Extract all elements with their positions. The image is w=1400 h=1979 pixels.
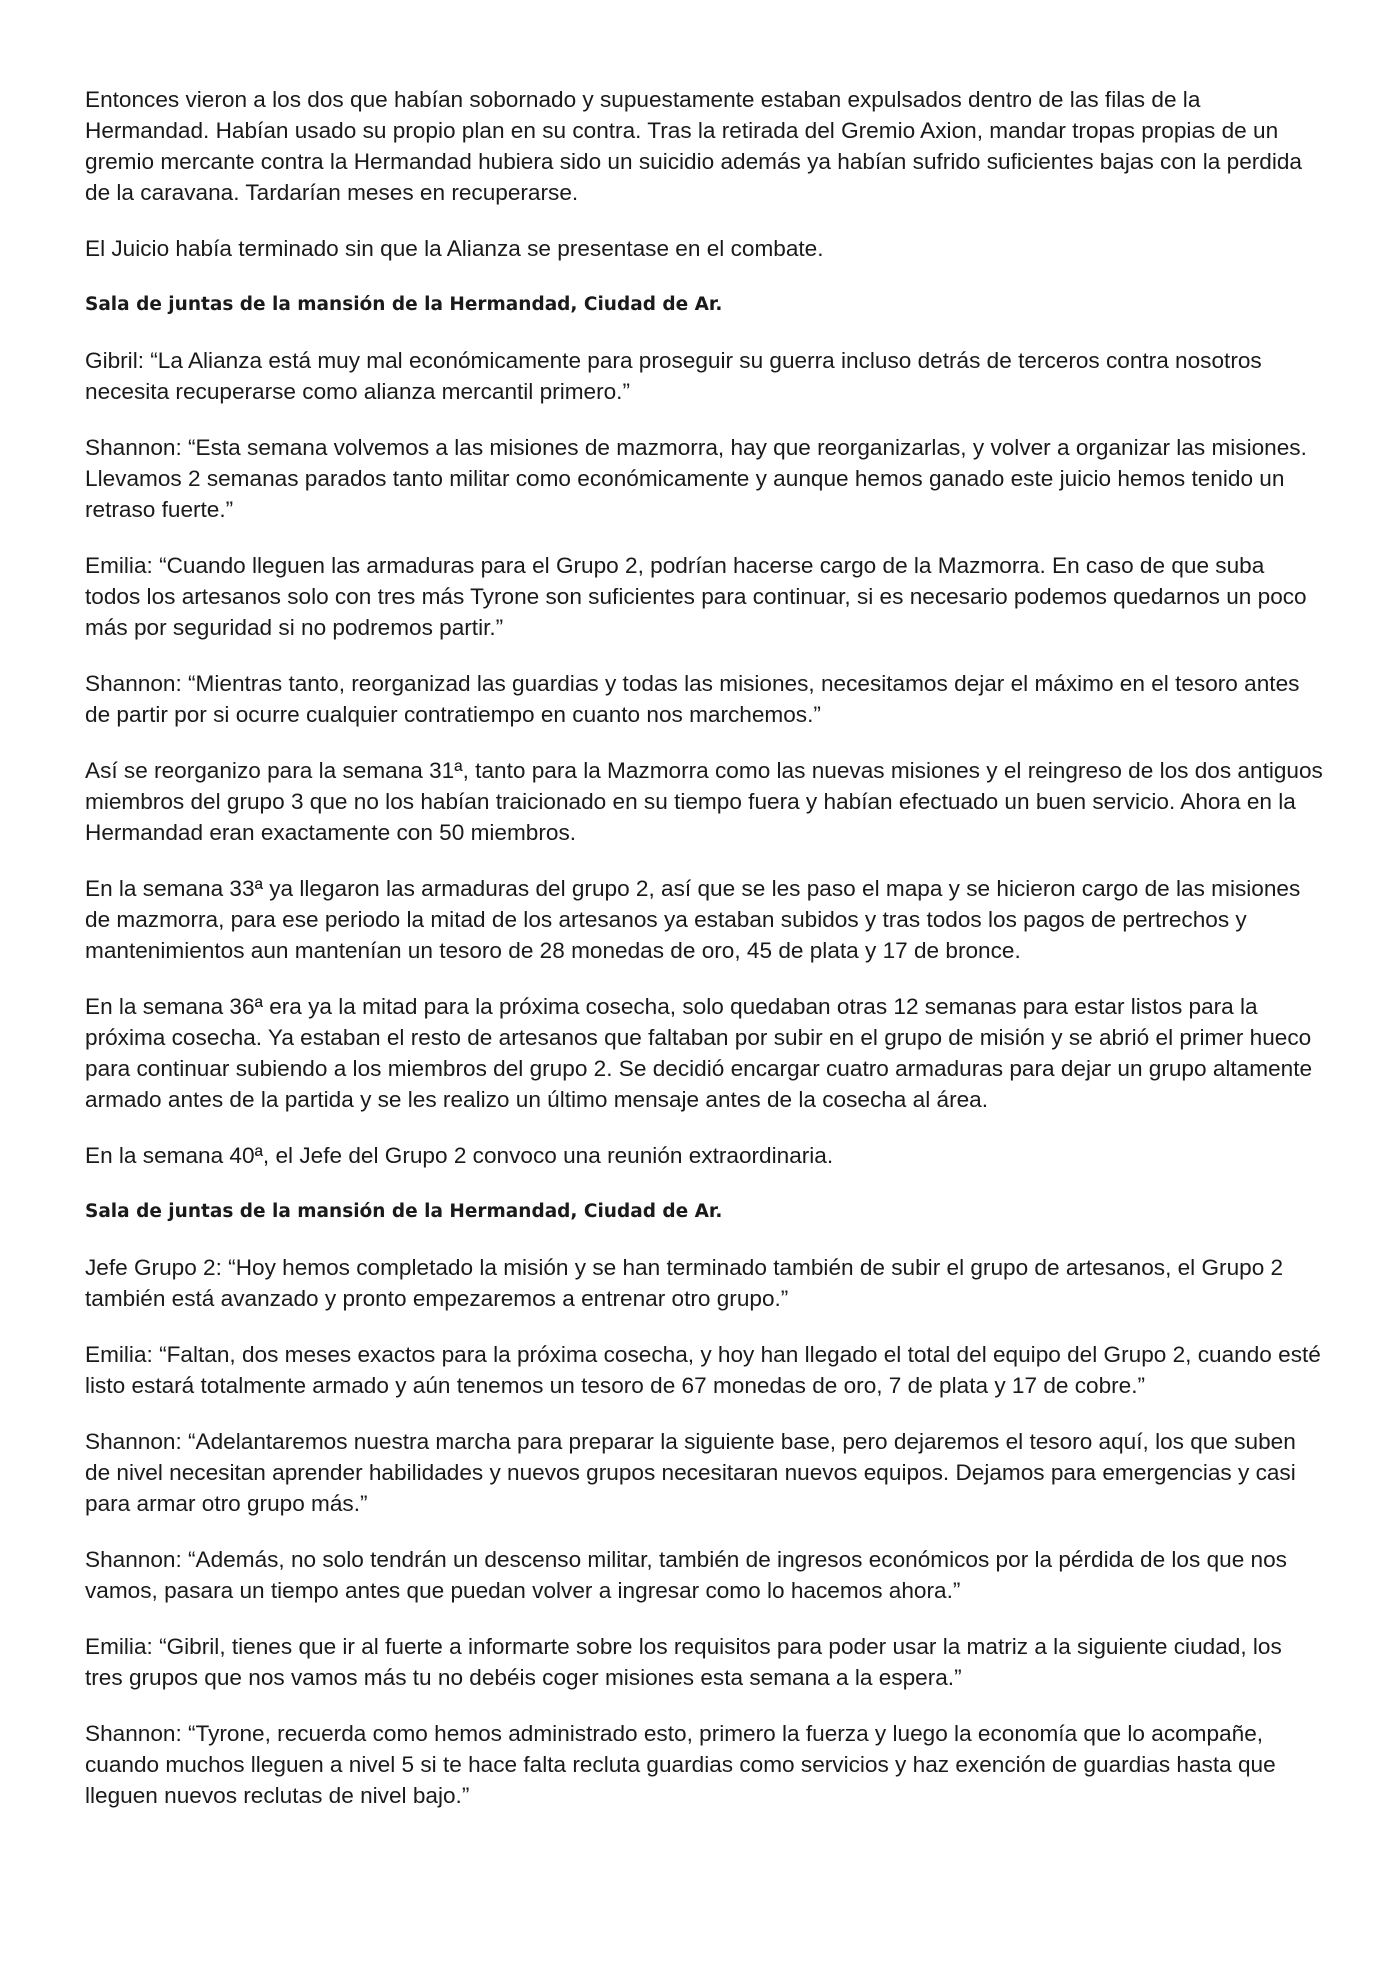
scene-heading: Sala de juntas de la mansión de la Hermandad, Ciudad de Ar. <box>85 294 723 315</box>
paragraph: En la semana 40ª, el Jefe del Grupo 2 convoco una reunión extraordinaria. <box>85 1143 834 1168</box>
paragraph: Así se reorganizo para la semana 31ª, tanto para la Mazmorra como las nuevas misiones y el reingreso de los dos antiguos miembros del grupo 3 que no los habían traicionado en su tiempo fuera y habían efectuado un buen servicio. Ahora en la Hermandad eran exactamente con 50 miembros. <box>85 758 1323 845</box>
document-page <box>85 84 1325 1836</box>
paragraph: Shannon: “Adelantaremos nuestra marcha para preparar la siguiente base, pero dejaremos el tesoro aquí, los que suben de nivel necesitan aprender habilidades y nuevos grupos necesitaran nuevos equipos. Dejamos para emergencias y casi para armar otro grupo más.” <box>85 1429 1296 1516</box>
paragraph: Gibril: “La Alianza está muy mal económicamente para proseguir su guerra incluso detrás de terceros contra nosotros necesita recuperarse como alianza mercantil primero.” <box>85 348 1262 404</box>
paragraph: En la semana 33ª ya llegaron las armaduras del grupo 2, así que se les paso el mapa y se hicieron cargo de las misiones de mazmorra, para ese periodo la mitad de los artesanos ya estaban subidos y tras todos los pagos de pertrechos y mantenimientos aun mantenían un tesoro de 28 monedas de oro, 45 de plata y 17 de bronce. <box>85 876 1301 963</box>
paragraph: Jefe Grupo 2: “Hoy hemos completado la misión y se han terminado también de subir el grupo de artesanos, el Grupo 2 también está avanzado y pronto empezaremos a entrenar otro grupo.” <box>85 1255 1284 1311</box>
paragraph: Shannon: “Esta semana volvemos a las misiones de mazmorra, hay que reorganizarlas, y volver a organizar las misiones. Llevamos 2 semanas parados tanto militar como económicamente y aunque hemos ganado este juicio hemos tenido un retraso fuerte.” <box>85 435 1307 522</box>
scene-heading: Sala de juntas de la mansión de la Hermandad, Ciudad de Ar. <box>85 1201 723 1222</box>
paragraph: El Juicio había terminado sin que la Alianza se presentase en el combate. <box>85 236 824 261</box>
paragraph: Emilia: “Faltan, dos meses exactos para la próxima cosecha, y hoy han llegado el total del equipo del Grupo 2, cuando esté listo estará totalmente armado y aún tenemos un tesoro de 67 monedas de oro, 7 de plata y 17 de cobre.” <box>85 1342 1321 1398</box>
paragraph: Entonces vieron a los dos que habían sobornado y supuestamente estaban expulsados dentro de las filas de la Hermandad. Habían usado su propio plan en su contra. Tras la retirada del Gremio Axion, mandar tropas propias de un gremio mercante contra la Hermandad hubiera sido un suicidio además ya habían sufrido suficientes bajas con la perdida de la caravana. Tardarían meses en recuperarse. <box>85 87 1302 205</box>
paragraph: Emilia: “Gibril, tienes que ir al fuerte a informarte sobre los requisitos para poder usar la matriz a la siguiente ciudad, los tres grupos que nos vamos más tu no debéis coger misiones esta semana a la espera.” <box>85 1634 1282 1690</box>
paragraph: Shannon: “Tyrone, recuerda como hemos administrado esto, primero la fuerza y luego la economía que lo acompañe, cuando muchos lleguen a nivel 5 si te hace falta recluta guardias como servicios y haz exención de guardias hasta que lleguen nuevos reclutas de nivel bajo.” <box>85 1721 1276 1808</box>
paragraph: Shannon: “Además, no solo tendrán un descenso militar, también de ingresos económicos por la pérdida de los que nos vamos, pasara un tiempo antes que puedan volver a ingresar como lo hacemos ahora.” <box>85 1547 1287 1603</box>
paragraph: Emilia: “Cuando lleguen las armaduras para el Grupo 2, podrían hacerse cargo de la Mazmorra. En caso de que suba todos los artesanos solo con tres más Tyrone son suficientes para continuar, si es necesario podemos quedarnos un poco más por seguridad si no podremos partir.” <box>85 553 1307 640</box>
paragraph: Shannon: “Mientras tanto, reorganizad las guardias y todas las misiones, necesitamos dejar el máximo en el tesoro antes de partir por si ocurre cualquier contratiempo en cuanto nos marchemos.” <box>85 671 1300 727</box>
paragraph: En la semana 36ª era ya la mitad para la próxima cosecha, solo quedaban otras 12 semanas para estar listos para la próxima cosecha. Ya estaban el resto de artesanos que faltaban por subir en el grupo de misión y se abrió el primer hueco para continuar subiendo a los miembros del grupo 2. Se decidió encargar cuatro armaduras para dejar un grupo altamente armado antes de la partida y se les realizo un último mensaje antes de la cosecha al área. <box>85 994 1313 1112</box>
